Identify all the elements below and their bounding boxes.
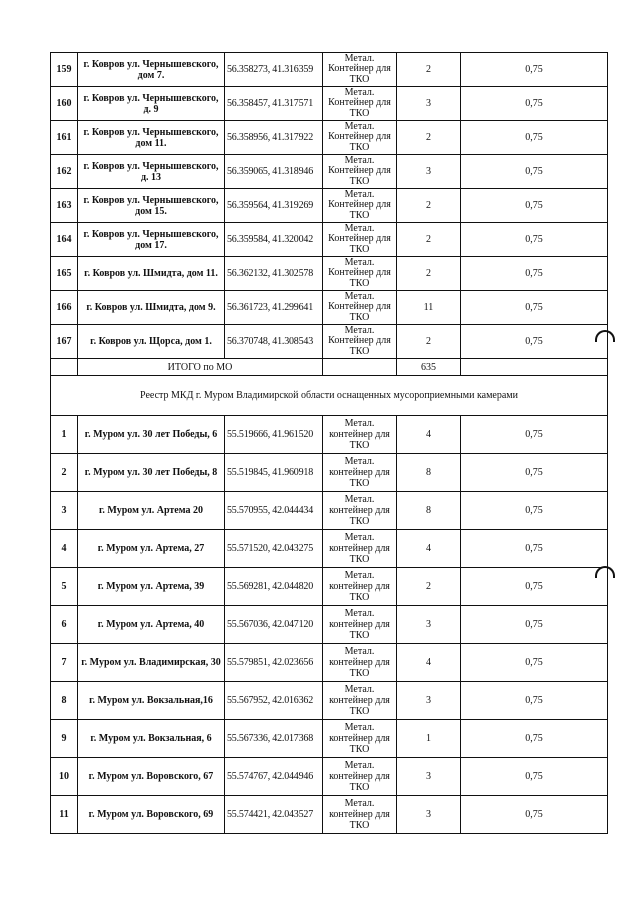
row-number: 165	[51, 257, 78, 291]
container-count-cell: 2	[397, 223, 461, 257]
address-cell: г. Муром ул. Вокзальная,16	[78, 682, 225, 720]
row-number: 4	[51, 530, 78, 568]
container-count-cell: 4	[397, 530, 461, 568]
address-cell: г. Ковров ул. Чернышевского, дом 11.	[78, 121, 225, 155]
row-number: 163	[51, 189, 78, 223]
row-number: 3	[51, 492, 78, 530]
address-cell: г. Ковров ул. Чернышевского, д. 13	[78, 155, 225, 189]
row-number: 161	[51, 121, 78, 155]
container-type-cell: Метал. контейнер для ТКО	[323, 530, 397, 568]
coordinates-cell: 55.574767, 42.044946	[225, 758, 323, 796]
container-count-cell: 8	[397, 454, 461, 492]
coordinates-cell: 56.361723, 41.299641	[225, 291, 323, 325]
container-type-cell: Метал. контейнер для ТКО	[323, 454, 397, 492]
coordinates-cell: 56.358457, 41.317571	[225, 87, 323, 121]
container-volume-cell: 0,75	[461, 606, 608, 644]
table-row	[51, 606, 608, 644]
coordinates-cell: 55.567036, 42.047120	[225, 606, 323, 644]
hole-punch-mark-top	[595, 330, 615, 342]
table-row	[51, 454, 608, 492]
coordinates-cell: 56.359584, 41.320042	[225, 223, 323, 257]
address-cell: г. Ковров ул. Чернышевского, д. 9	[78, 87, 225, 121]
container-count-cell: 3	[397, 682, 461, 720]
container-count-cell: 11	[397, 291, 461, 325]
section-title: Реестр МКД г. Муром Владимирской области оснащенных мусороприемными камерами	[51, 376, 608, 416]
container-volume-cell: 0,75	[461, 492, 608, 530]
container-count-cell: 3	[397, 758, 461, 796]
address-cell: г. Ковров ул. Щорса, дом 1.	[78, 325, 225, 359]
table-row	[51, 796, 608, 834]
coordinates-cell: 55.569281, 42.044820	[225, 568, 323, 606]
row-number: 2	[51, 454, 78, 492]
address-cell: г. Муром ул. Воровского, 69	[78, 796, 225, 834]
container-volume-cell: 0,75	[461, 189, 608, 223]
container-type-cell: Метал. контейнер для ТКО	[323, 644, 397, 682]
total-row	[51, 359, 608, 376]
address-cell: г. Ковров ул. Чернышевского, дом 15.	[78, 189, 225, 223]
container-count-cell: 8	[397, 492, 461, 530]
row-number: 162	[51, 155, 78, 189]
container-volume-cell: 0,75	[461, 682, 608, 720]
row-number: 1	[51, 416, 78, 454]
coordinates-cell: 56.358956, 41.317922	[225, 121, 323, 155]
container-volume-cell: 0,75	[461, 758, 608, 796]
address-cell: г. Муром ул. Артема, 40	[78, 606, 225, 644]
container-count-cell: 2	[397, 568, 461, 606]
container-type-cell: Метал. Контейнер для ТКО	[323, 87, 397, 121]
coordinates-cell: 56.359065, 41.318946	[225, 155, 323, 189]
container-volume-cell: 0,75	[461, 87, 608, 121]
coordinates-cell: 55.571520, 42.043275	[225, 530, 323, 568]
container-volume-cell: 0,75	[461, 568, 608, 606]
row-number: 7	[51, 644, 78, 682]
table-row	[51, 87, 608, 121]
coordinates-cell: 55.579851, 42.023656	[225, 644, 323, 682]
total-label: ИТОГО по МО	[78, 359, 323, 376]
row-number: 11	[51, 796, 78, 834]
container-volume-cell: 0,75	[461, 223, 608, 257]
coordinates-cell: 55.519666, 41.961520	[225, 416, 323, 454]
coordinates-cell: 55.574421, 42.043527	[225, 796, 323, 834]
row-number: 164	[51, 223, 78, 257]
container-type-cell: Метал. контейнер для ТКО	[323, 492, 397, 530]
container-type-cell: Метал. Контейнер для ТКО	[323, 121, 397, 155]
container-type-cell: Метал. Контейнер для ТКО	[323, 155, 397, 189]
coordinates-cell: 55.570955, 42.044434	[225, 492, 323, 530]
address-cell: г. Муром ул. Артема, 39	[78, 568, 225, 606]
container-type-cell: Метал. Контейнер для ТКО	[323, 53, 397, 87]
row-number: 6	[51, 606, 78, 644]
coordinates-cell: 56.362132, 41.302578	[225, 257, 323, 291]
address-cell: г. Ковров ул. Шмидта, дом 11.	[78, 257, 225, 291]
container-count-cell: 3	[397, 796, 461, 834]
row-number: 9	[51, 720, 78, 758]
container-volume-cell: 0,75	[461, 720, 608, 758]
table-row	[51, 720, 608, 758]
address-cell: г. Муром ул. Артема 20	[78, 492, 225, 530]
row-number: 10	[51, 758, 78, 796]
container-volume-cell: 0,75	[461, 325, 608, 359]
table-row	[51, 568, 608, 606]
container-type-cell: Метал. Контейнер для ТКО	[323, 291, 397, 325]
container-count-cell: 2	[397, 257, 461, 291]
container-count-cell: 1	[397, 720, 461, 758]
container-type-cell: Метал. Контейнер для ТКО	[323, 223, 397, 257]
table-row	[51, 291, 608, 325]
container-count-cell: 2	[397, 121, 461, 155]
hole-punch-mark-bottom	[595, 566, 615, 578]
coordinates-cell: 56.359564, 41.319269	[225, 189, 323, 223]
container-count-cell: 2	[397, 189, 461, 223]
table-row	[51, 644, 608, 682]
container-count-cell: 2	[397, 53, 461, 87]
row-number: 166	[51, 291, 78, 325]
address-cell: г. Муром ул. 30 лет Победы, 8	[78, 454, 225, 492]
row-number: 5	[51, 568, 78, 606]
container-volume-cell: 0,75	[461, 155, 608, 189]
address-cell: г. Муром ул. Вокзальная, 6	[78, 720, 225, 758]
table-row	[51, 758, 608, 796]
table-row	[51, 682, 608, 720]
row-number: 8	[51, 682, 78, 720]
container-count-cell: 4	[397, 644, 461, 682]
address-cell: г. Ковров ул. Чернышевского, дом 7.	[78, 53, 225, 87]
container-type-cell: Метал. Контейнер для ТКО	[323, 189, 397, 223]
container-count-cell: 4	[397, 416, 461, 454]
table-row	[51, 53, 608, 87]
address-cell: г. Муром ул. Воровского, 67	[78, 758, 225, 796]
table-row	[51, 530, 608, 568]
coordinates-cell: 55.519845, 41.960918	[225, 454, 323, 492]
container-type-cell: Метал. контейнер для ТКО	[323, 796, 397, 834]
table-row	[51, 325, 608, 359]
container-count-cell: 3	[397, 87, 461, 121]
section-heading-row	[51, 376, 608, 416]
container-type-cell: Метал. контейнер для ТКО	[323, 606, 397, 644]
container-type-cell: Метал. контейнер для ТКО	[323, 568, 397, 606]
table-row	[51, 416, 608, 454]
table-row	[51, 155, 608, 189]
address-cell: г. Ковров ул. Шмидта, дом 9.	[78, 291, 225, 325]
container-count-cell: 2	[397, 325, 461, 359]
container-type-cell: Метал. контейнер для ТКО	[323, 682, 397, 720]
container-volume-cell: 0,75	[461, 796, 608, 834]
address-cell: г. Ковров ул. Чернышевского, дом 17.	[78, 223, 225, 257]
container-volume-cell: 0,75	[461, 53, 608, 87]
container-count-cell: 3	[397, 155, 461, 189]
container-volume-cell: 0,75	[461, 121, 608, 155]
container-type-cell: Метал. контейнер для ТКО	[323, 758, 397, 796]
row-number: 159	[51, 53, 78, 87]
container-count-cell: 3	[397, 606, 461, 644]
address-cell: г. Муром ул. Артема, 27	[78, 530, 225, 568]
container-volume-cell: 0,75	[461, 644, 608, 682]
container-type-cell: Метал. контейнер для ТКО	[323, 416, 397, 454]
table-row	[51, 257, 608, 291]
container-volume-cell: 0,75	[461, 291, 608, 325]
container-volume-cell: 0,75	[461, 530, 608, 568]
table-row	[51, 223, 608, 257]
coordinates-cell: 56.358273, 41.316359	[225, 53, 323, 87]
address-cell: г. Муром ул. 30 лет Победы, 6	[78, 416, 225, 454]
container-type-cell: Метал. Контейнер для ТКО	[323, 325, 397, 359]
coordinates-cell: 55.567336, 42.017368	[225, 720, 323, 758]
container-volume-cell: 0,75	[461, 416, 608, 454]
coordinates-cell: 55.567952, 42.016362	[225, 682, 323, 720]
container-type-cell: Метал. Контейнер для ТКО	[323, 257, 397, 291]
container-volume-cell: 0,75	[461, 257, 608, 291]
table-row	[51, 189, 608, 223]
row-number: 167	[51, 325, 78, 359]
coordinates-cell: 56.370748, 41.308543	[225, 325, 323, 359]
container-volume-cell: 0,75	[461, 454, 608, 492]
table-row	[51, 492, 608, 530]
address-cell: г. Муром ул. Владимирская, 30	[78, 644, 225, 682]
row-number: 160	[51, 87, 78, 121]
container-type-cell: Метал. контейнер для ТКО	[323, 720, 397, 758]
total-value: 635	[397, 359, 461, 376]
table-row	[51, 121, 608, 155]
registry-table	[50, 52, 608, 834]
